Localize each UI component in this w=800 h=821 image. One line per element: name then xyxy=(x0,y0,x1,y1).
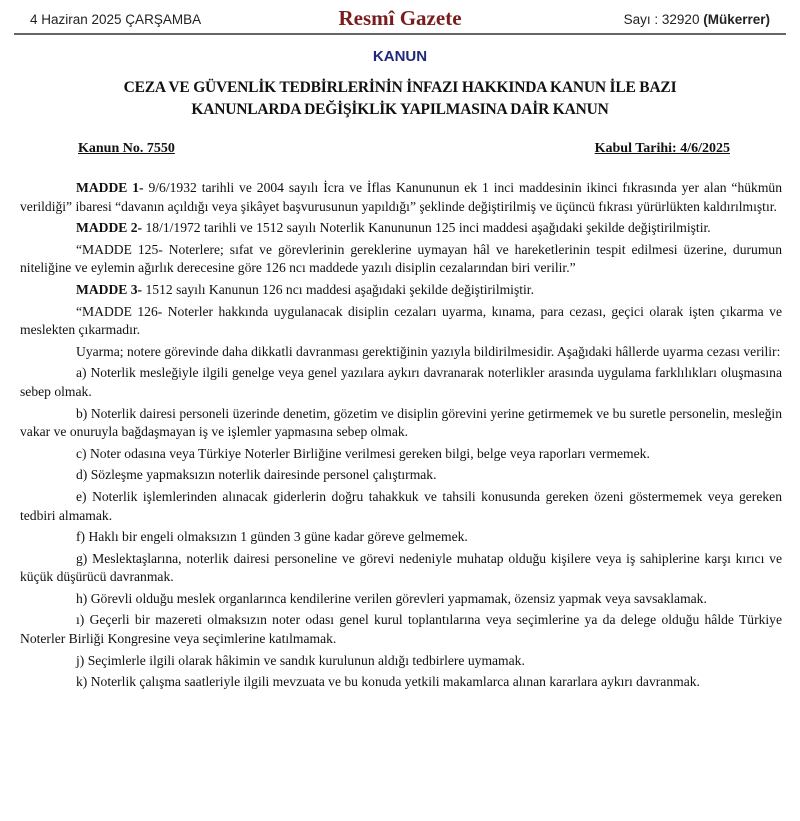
article-1: MADDE 1- 9/6/1932 tarihli ve 2004 sayılı İcra ve İflas Kanununun ek 1 inci maddesinin ikinci fıkrasında yer alan “hükmün verildiği” ibaresi “davanın açıldığı veya şikâyet başvurusunun yapıldığı” şeklinde değiştirilmiş ve üçüncü fıkrası yürürlükten kaldırılmıştır. xyxy=(20,180,783,214)
law-title-line-2: KANUNLARDA DEĞİŞİKLİK YAPILMASINA DAİR KANUN xyxy=(191,101,609,118)
list-item-g: g) Meslektaşlarına, noterlik dairesi personeline ve görevi nedeniyle muhatap olduğu kişilere veya iş sahiplerine karşı kırıcı ve küçük düşürücü davranmak. xyxy=(20,550,782,585)
article-3: MADDE 3- 1512 sayılı Kanunun 126 ncı maddesi aşağıdaki şekilde değiştirilmiştir. xyxy=(76,281,534,297)
law-number: Kanun No. 7550 xyxy=(78,141,175,156)
acceptance-date: Kabul Tarihi: 4/6/2025 xyxy=(594,141,730,156)
list-item-f: f) Haklı bir engeli olmaksızın 1 günden 3 güne kadar göreve gelmemek. xyxy=(76,529,468,545)
article-126-text: “MADDE 126- Noterler hakkında uygulanacak disiplin cezaları uyarma, kınama, para cezası, geçici olarak işten çıkarma ve meslekten çıkarmadır. xyxy=(20,303,782,338)
list-item-b: b) Noterlik dairesi personeli üzerinde denetim, gözetim ve disiplin görevini yerine getirmemek ve bu suretle personelin, mesleğin vakar ve onuruyla bağdaşmayan iş ve işlemler yapmasına sebep olmak. xyxy=(20,405,782,440)
law-body xyxy=(20,179,782,692)
gazette-title: Resmî Gazete xyxy=(338,6,462,30)
article-125-text: “MADDE 125- Noterlere; sıfat ve görevlerinin gereklerine uymayan hâl ve hareketlerinin tespit edilmesi üzerine, durumun niteliğine ve eylemin ağırlık derecesine göre 126 ncı maddede yazılı disiplin cezalarından biri verilir.” xyxy=(20,241,782,276)
list-item-e: e) Noterlik işlemlerinden alınacak giderlerin doğru tahakkuk ve tahsili konusunda gereken özeni göstermemek veya gereken tedbiri almamak. xyxy=(20,488,782,523)
issue-number xyxy=(624,12,770,27)
list-item-c: c) Noter odasına veya Türkiye Noterler Birliğine verilmesi gereken bilgi, belge veya raporları vermemek. xyxy=(76,445,650,461)
law-title xyxy=(40,77,760,121)
law-title-line-1: CEZA VE GÜVENLİK TEDBİRLERİNİN İNFAZI HAKKINDA KANUN İLE BAZI xyxy=(123,79,677,96)
document-type-label: KANUN xyxy=(372,48,428,65)
gazette-header xyxy=(20,6,780,34)
list-item-i: ı) Geçerli bir mazereti olmaksızın noter odası genel kurul toplantılarına veya seçimlerine ya da delege olduğu hâlde Türkiye Noterler Birliği Kongresine veya seçimlerine katılmamak. xyxy=(20,612,782,647)
article-2: MADDE 2- 18/1/1972 tarihli ve 1512 sayılı Noterlik Kanununun 125 inci maddesi aşağıdaki şekilde değiştirilmiştir. xyxy=(76,220,711,236)
list-item-j: j) Seçimlerle ilgili olarak hâkimin ve sandık kurulunun aldığı tedbirlere uymamak. xyxy=(76,652,525,668)
issue-note: (Mükerrer) xyxy=(703,12,770,27)
list-item-a: a) Noterlik mesleğiyle ilgili genelge veya genel yazılara aykırı davranarak noterlikler arasında uygulama farklılıkları oluşmasına sebep olmak. xyxy=(20,365,782,399)
list-item-k: k) Noterlik çalışma saatleriyle ilgili mevzuata ve bu konuda yetkili makamlarca alınan kararlara aykırı davranmak. xyxy=(76,674,700,690)
header-divider xyxy=(14,33,786,35)
warning-definition: Uyarma; notere görevinde daha dikkatli davranması gerektiğinin yazıyla bildirilmesidir. Aşağıdaki hâllerde uyarma cezası verilir: xyxy=(76,343,781,359)
list-item-h: h) Görevli olduğu meslek organlarınca kendilerine verilen görevleri yapmamak, özensiz yapmak veya savsaklamak. xyxy=(76,590,707,606)
issue-label: Sayı : 32920 xyxy=(623,12,700,27)
article-lead: MADDE 1- xyxy=(76,180,144,195)
article-lead: MADDE 2- xyxy=(76,220,143,236)
article-lead: MADDE 3- xyxy=(76,281,143,297)
list-item-d: d) Sözleşme yapmaksızın noterlik dairesinde personel çalıştırmak. xyxy=(76,467,437,483)
publication-date: 4 Haziran 2025 ÇARŞAMBA xyxy=(30,12,202,27)
